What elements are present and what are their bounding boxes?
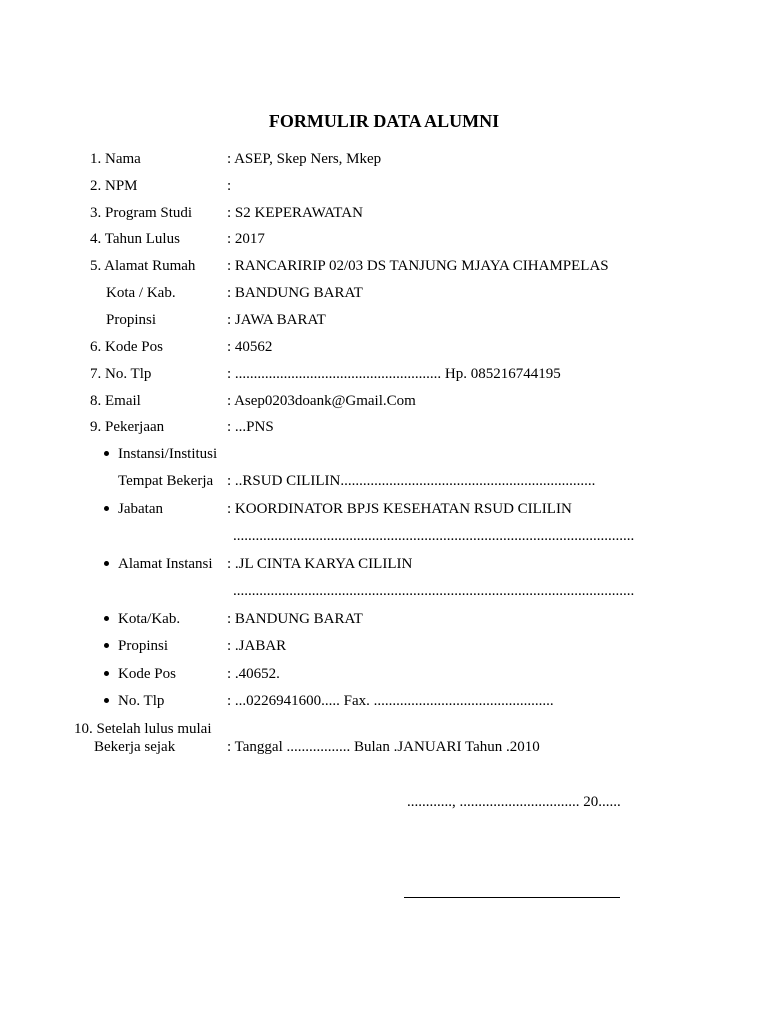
tlp-instansi-value: : ...0226941600..... Fax. ................................................ bbox=[227, 693, 554, 709]
propinsi-instansi-value: : .JABAR bbox=[227, 638, 287, 654]
alamat-value: : RANCARIRIP 02/03 DS TANJUNG MJAYA CIHAMPELAS bbox=[227, 258, 609, 274]
mulai-kerja-label-line2: Bekerja sejak bbox=[94, 739, 176, 755]
form-title: FORMULIR DATA ALUMNI bbox=[268, 111, 500, 131]
kota-label: Kota / Kab. bbox=[106, 285, 176, 301]
signature-line bbox=[404, 897, 620, 898]
kota-instansi-label: Kota/Kab. bbox=[118, 611, 181, 627]
mulai-kerja-value: : Tanggal ................. Bulan .JANUARI Tahun .2010 bbox=[227, 739, 540, 755]
pekerjaan-value: : ...PNS bbox=[227, 419, 274, 435]
instansi-label: Instansi/Institusi bbox=[118, 446, 218, 462]
alamat-instansi-dots: ........................................................................................................... bbox=[233, 583, 635, 599]
tahun-lulus-label: 4. Tahun Lulus bbox=[90, 231, 180, 247]
jabatan-dots: ........................................................................................................... bbox=[233, 528, 635, 544]
jabatan-label: Jabatan bbox=[118, 501, 163, 517]
alamat-label: 5. Alamat Rumah bbox=[90, 258, 196, 274]
bullet-propinsi-instansi bbox=[104, 643, 109, 648]
email-label: 8. Email bbox=[90, 393, 141, 409]
tlp-instansi-label: No. Tlp bbox=[118, 693, 165, 709]
kodepos-instansi-value: : .40652. bbox=[227, 666, 280, 682]
jabatan-value: : KOORDINATOR BPJS KESEHATAN RSUD CILILIN bbox=[227, 501, 572, 517]
mulai-kerja-label-line1: 10. Setelah lulus mulai bbox=[74, 721, 212, 737]
nama-label: 1. Nama bbox=[90, 151, 141, 167]
kodepos-instansi-label: Kode Pos bbox=[118, 666, 176, 682]
pekerjaan-label: 9. Pekerjaan bbox=[90, 419, 165, 435]
kode-pos-label: 6. Kode Pos bbox=[90, 339, 163, 355]
prodi-value: : S2 KEPERAWATAN bbox=[227, 205, 363, 221]
signature-place-date: ............, ................................ 20...... bbox=[407, 794, 621, 810]
tlp-label: 7. No. Tlp bbox=[90, 366, 152, 382]
alamat-instansi-value: : .JL CINTA KARYA CILILIN bbox=[227, 556, 413, 572]
propinsi-value: : JAWA BARAT bbox=[227, 312, 326, 328]
nama-value: : ASEP, Skep Ners, Mkep bbox=[227, 151, 382, 167]
bullet-jabatan bbox=[104, 506, 109, 511]
tempat-bekerja-label: Tempat Bekerja bbox=[118, 473, 214, 489]
alamat-instansi-label: Alamat Instansi bbox=[118, 556, 213, 572]
propinsi-instansi-label: Propinsi bbox=[118, 638, 169, 654]
kota-instansi-value: : BANDUNG BARAT bbox=[227, 611, 363, 627]
prodi-label: 3. Program Studi bbox=[90, 205, 193, 221]
bullet-kota-instansi bbox=[104, 616, 109, 621]
email-value: : Asep0203doank@Gmail.Com bbox=[227, 393, 416, 409]
kode-pos-value: : 40562 bbox=[227, 339, 273, 355]
bullet-instansi bbox=[104, 451, 109, 456]
tahun-lulus-value: : 2017 bbox=[227, 231, 265, 247]
bullet-kodepos-instansi bbox=[104, 671, 109, 676]
npm-value: : bbox=[227, 178, 232, 194]
bullet-tlp-instansi bbox=[104, 698, 109, 703]
tlp-value: : ....................................................... Hp. 085216744195 bbox=[227, 366, 561, 382]
npm-label: 2. NPM bbox=[90, 178, 138, 194]
propinsi-label: Propinsi bbox=[106, 312, 157, 328]
bullet-alamat-instansi bbox=[104, 561, 109, 566]
kota-value: : BANDUNG BARAT bbox=[227, 285, 363, 301]
tempat-bekerja-value: : ..RSUD CILILIN.................................................................... bbox=[227, 473, 596, 489]
